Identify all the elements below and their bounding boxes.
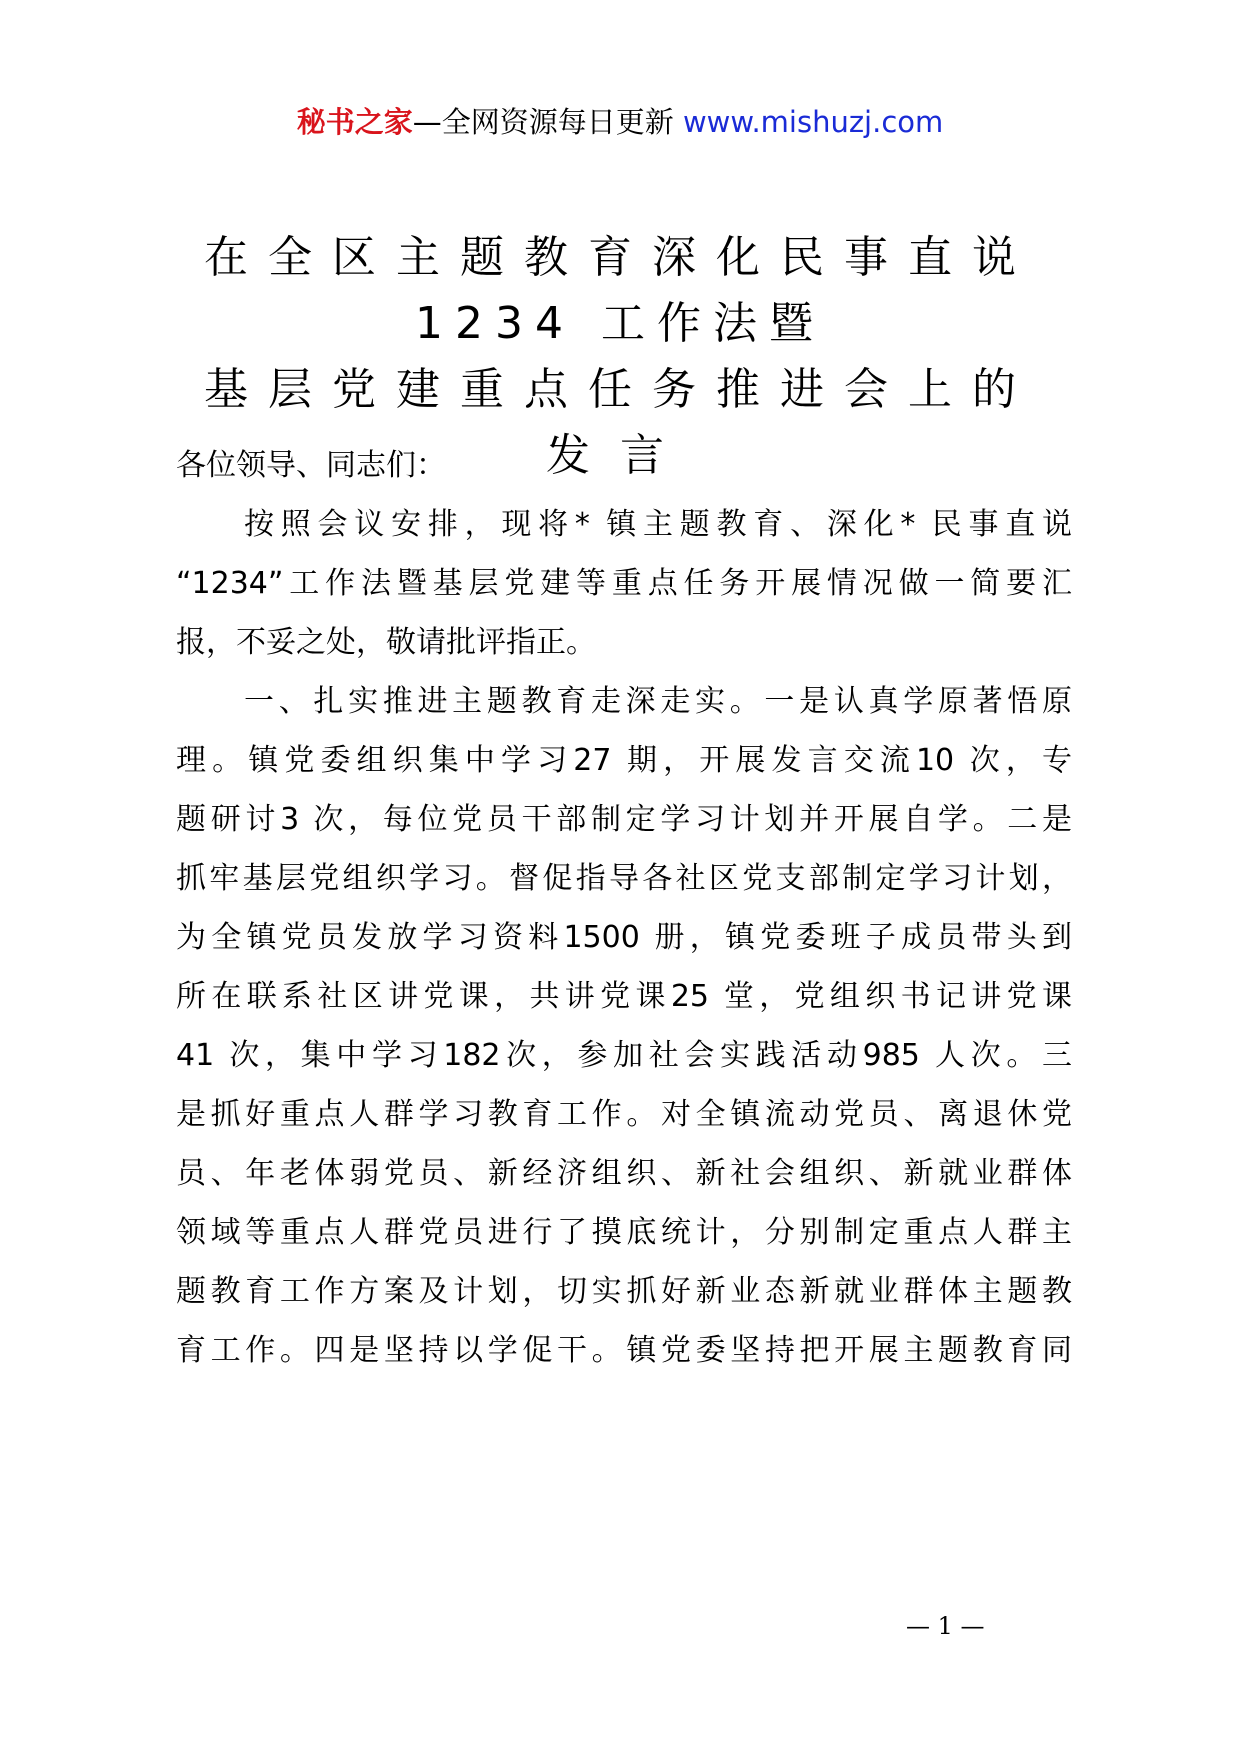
salutation: 各位领导、同志们：	[176, 448, 446, 483]
site-header	[0, 102, 1240, 142]
paragraph-2-line: 题教育工作方案及计划，切实抓好新业态新就业群体主题教	[176, 1274, 1072, 1309]
paragraph-1-line: 按照会议安排，现将* 镇主题教育、深化* 民事直说	[244, 507, 1072, 542]
paragraph-2-line: 抓牢基层党组织学习。督促指导各社区党支部制定学习计划，	[176, 861, 1072, 896]
paragraph-2-line: 一、扎实推进主题教育走深走实。一是认真学原著悟原	[244, 684, 1072, 719]
paragraph-1-line: “1234”工作法暨基层党建等重点任务开展情况做一简要汇	[176, 566, 1072, 601]
paragraph-2-line: 领域等重点人群党员进行了摸底统计，分别制定重点人群主	[176, 1215, 1072, 1250]
paragraph-2-line: 题研讨3 次，每位党员干部制定学习计划并开展自学。二是	[176, 802, 1072, 837]
paragraph-2-line: 41 次，集中学习182次，参加社会实践活动985 人次。三	[176, 1038, 1072, 1073]
title-line-2: 1234 工作法暨	[415, 298, 825, 349]
paragraph-2-line: 员、年老体弱党员、新经济组织、新社会组织、新就业群体	[176, 1156, 1072, 1191]
title-line-3: 基层党建重点任务推进会上的	[204, 364, 1036, 415]
brand-name: 秘书之家	[296, 105, 413, 139]
paragraph-1-line: 报，不妥之处，敬请批评指正。	[176, 625, 596, 660]
header-slogan: —全网资源每日更新	[412, 105, 674, 139]
title-line-4: 发言	[546, 430, 694, 481]
paragraph-2-line: 是抓好重点人群学习教育工作。对全镇流动党员、离退休党	[176, 1097, 1072, 1132]
title-line-1: 在全区主题教育深化民事直说	[204, 232, 1036, 283]
paragraph-2-line: 所在联系社区讲党课，共讲党课25 堂，党组织书记讲党课	[176, 979, 1072, 1014]
site-url-link[interactable]: www.mishuzj.com	[682, 105, 944, 139]
paragraph-2-line: 育工作。四是坚持以学促干。镇党委坚持把开展主题教育同	[176, 1333, 1072, 1368]
page-number: — 1 —	[906, 1612, 985, 1640]
paragraph-2-line: 为全镇党员发放学习资料1500 册，镇党委班子成员带头到	[176, 920, 1072, 955]
paragraph-2-line: 理。镇党委组织集中学习27 期，开展发言交流10 次，专	[176, 743, 1072, 778]
